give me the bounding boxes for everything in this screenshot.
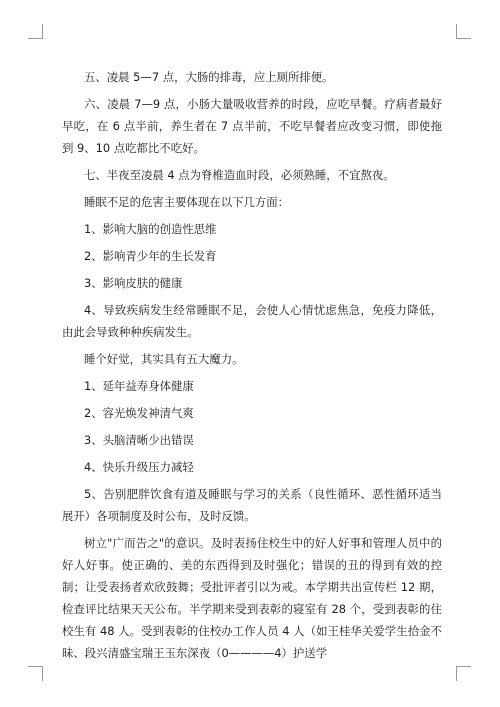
crop-mark-top-right [456,24,471,39]
crop-mark-bottom-left [28,666,43,681]
paragraph-spine-sleep: 七、半夜至凌晨 4 点为脊椎造血时段，必须熟睡，不宜熬夜。 [84,168,395,182]
list-item-benefit-3: 3、头脑清晰少出错误 [84,433,194,447]
list-item-harm-1: 1、影响大脑的创造性思维 [84,222,217,236]
list-item-benefit-5: 5、告别肥胖饮食有道及睡眠与学习的关系（良性循环、恶性循环适当展开）各项制度及时公布，及时反馈。 [62,487,442,523]
list-item-harm-4: 4、导致疾病发生经常睡眠不足，会使人心情忧虑焦急，免疫力降低，由此会导致种种疾病发生。 [62,303,442,339]
crop-mark-bottom-right [456,666,471,681]
list-item-harm-2: 2、影响青少年的生长发育 [84,249,217,263]
list-item-benefit-4: 4、快乐升级压力减轻 [84,460,194,474]
list-item-harm-3: 3、影响皮肤的健康 [84,276,183,290]
paragraph-large-intestine: 五、凌晨 5—7 点，大肠的排毒，应上厕所排便。 [84,70,334,84]
list-item-benefit-1: 1、延年益寿身体健康 [84,379,194,393]
list-item-benefit-2: 2、容光焕发神清气爽 [84,406,194,420]
crop-mark-top-left [28,24,43,39]
paragraph-publicity: 树立"广而告之"的意识。及时表扬住校生中的好人好事和管理人员中的好人好事。使正确的、美的东西得到及时强化；错误的丑的得到有效的控制；让受表扬者欢欣鼓舞；受批评者引以为戒。本学期共出宣传栏 12 期，检查评比结果天天公布。半学期来受到表彰的寝室有 28 个，受到表彰的住校生有 48 人。受到表彰的住校办工作人员 4 人（如王桂华关爱学生拾金不昧、段兴清盛宝瑞王玉东深夜（0————4）护送学 [62,536,442,660]
paragraph-small-intestine-breakfast: 六、凌晨 7—9 点，小肠大量吸收营养的时段，应吃早餐。疗病者最好早吃，在 6 点半前，养生者在 7 点半前，不吃早餐者应改变习惯，即使拖到 9、10 点吃都比不吃好。 [62,97,442,155]
paragraph-sleep-deprivation-intro: 睡眠不足的危害主要体现在以下几方面： [84,195,290,209]
document-body [62,66,442,664]
paragraph-sleep-benefits-intro: 睡个好觉，其实具有五大魔力。 [84,352,244,366]
